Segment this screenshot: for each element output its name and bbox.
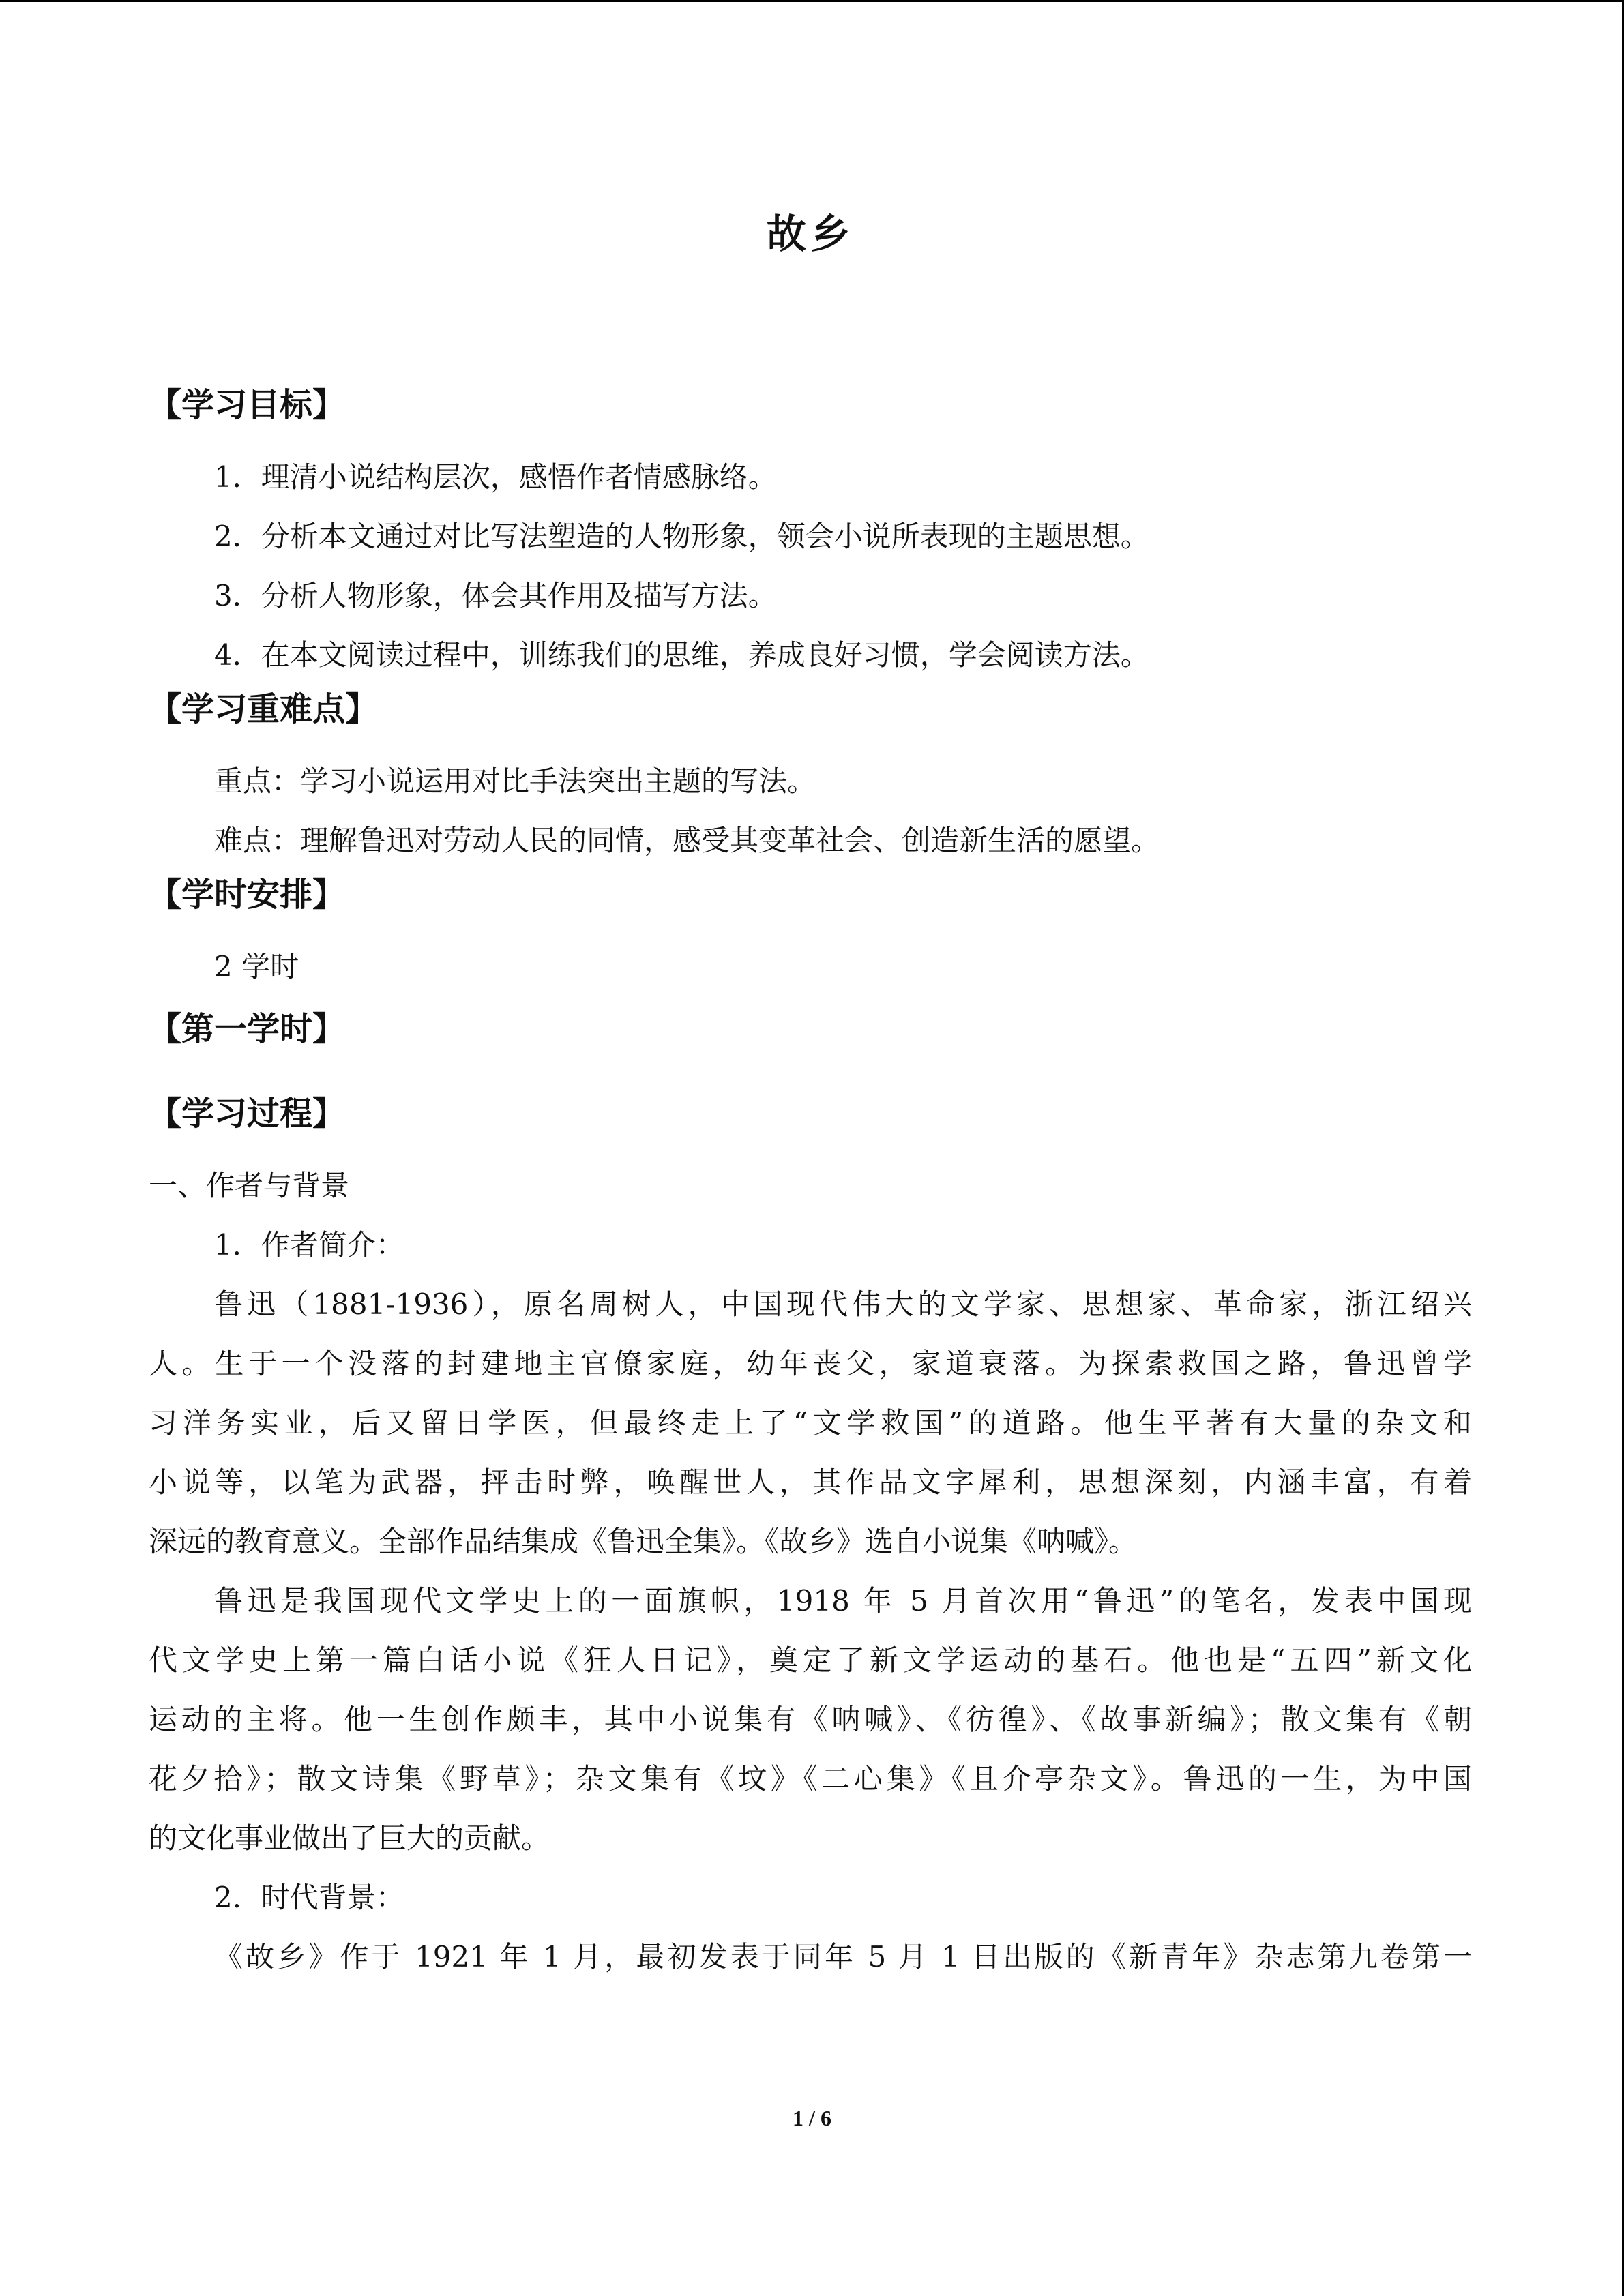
goal-item: 1．理清小说结构层次，感悟作者情感脉络。: [214, 460, 777, 494]
text-line: 人。生于一个没落的封建地主官僚家庭，幼年丧父，家道衰落。为探索救国之路，鲁迅曾学: [149, 1347, 1472, 1380]
subtitle-author-intro: 1．作者简介：: [214, 1228, 404, 1262]
text-line: 深远的教育意义。全部作品结集成《鲁迅全集》。《故乡》选自小说集《呐喊》。: [149, 1525, 1138, 1558]
text-line: 小说等，以笔为武器，抨击时弊，唤醒世人，其作品文字犀利，思想深刻，内涵丰富，有着: [149, 1465, 1472, 1499]
process-block: [149, 1156, 1472, 1986]
text-line: 花夕拾》；散文诗集《野草》；杂文集有《坟》《二心集》《且介亭杂文》。鲁迅的一生，为中国: [149, 1762, 1472, 1795]
schedule-block: [149, 937, 1472, 996]
difficulty-item: 难点：理解鲁迅对劳动人民的同情，感受其变革社会、创造新生活的愿望。: [214, 824, 1160, 857]
page-number: 1 / 6: [793, 2106, 831, 2130]
page-title: 故乡: [766, 211, 854, 257]
author-bio-paragraph-1: [149, 1274, 1472, 1571]
schedule-text: 2 学时: [214, 950, 299, 983]
goal-item: 2．分析本文通过对比写法塑造的人物形象，领会小说所表现的主题思想。: [214, 520, 1149, 553]
background-text-line: 《故乡》作于 1921 年 1 月，最初发表于同年 5 月 1 日出版的《新青年》杂志第九卷第一: [214, 1940, 1472, 1973]
key-point-item: 重点：学习小说运用对比手法突出主题的写法。: [214, 764, 816, 798]
text-line: 代文学史上第一篇白话小说《狂人日记》，奠定了新文学运动的基石。他也是“五四”新文化: [149, 1643, 1472, 1677]
section-heading-key-points: 【学习重难点】: [149, 690, 379, 728]
goal-item: 4．在本文阅读过程中，训练我们的思维，养成良好习惯，学会阅读方法。: [214, 638, 1149, 672]
goals-list: [149, 447, 1472, 685]
section-heading-schedule: 【学时安排】: [149, 876, 346, 914]
section-heading-process: 【学习过程】: [149, 1094, 346, 1133]
text-line: 运动的主将。他一生创作颇丰，其中小说集有《呐喊》、《彷徨》、《故事新编》；散文集有《朝: [149, 1703, 1472, 1736]
key-points-list: [149, 751, 1472, 870]
text-line: 鲁迅（1881-1936），原名周树人，中国现代伟大的文学家、思想家、革命家，浙江绍兴: [214, 1287, 1472, 1321]
section-heading-goals: 【学习目标】: [149, 386, 346, 424]
goal-item: 3．分析人物形象，体会其作用及描写方法。: [214, 579, 777, 612]
subtitle-historical-background: 2．时代背景：: [214, 1881, 404, 1914]
document-body: [149, 207, 1472, 1986]
part-title-author-background: 一、作者与背景: [149, 1169, 350, 1202]
text-line: 习洋务实业，后又留日学医，但最终走上了“文学救国”的道路。他生平著有大量的杂文和: [149, 1406, 1472, 1440]
text-line: 的文化事业做出了巨大的贡献。: [149, 1821, 550, 1855]
author-bio-paragraph-2: [149, 1571, 1472, 1868]
text-line: 鲁迅是我国现代文学史上的一面旗帜，1918 年 5 月首次用“鲁迅”的笔名，发表中国现: [214, 1584, 1472, 1617]
section-heading-first-period: 【第一学时】: [149, 1010, 346, 1048]
